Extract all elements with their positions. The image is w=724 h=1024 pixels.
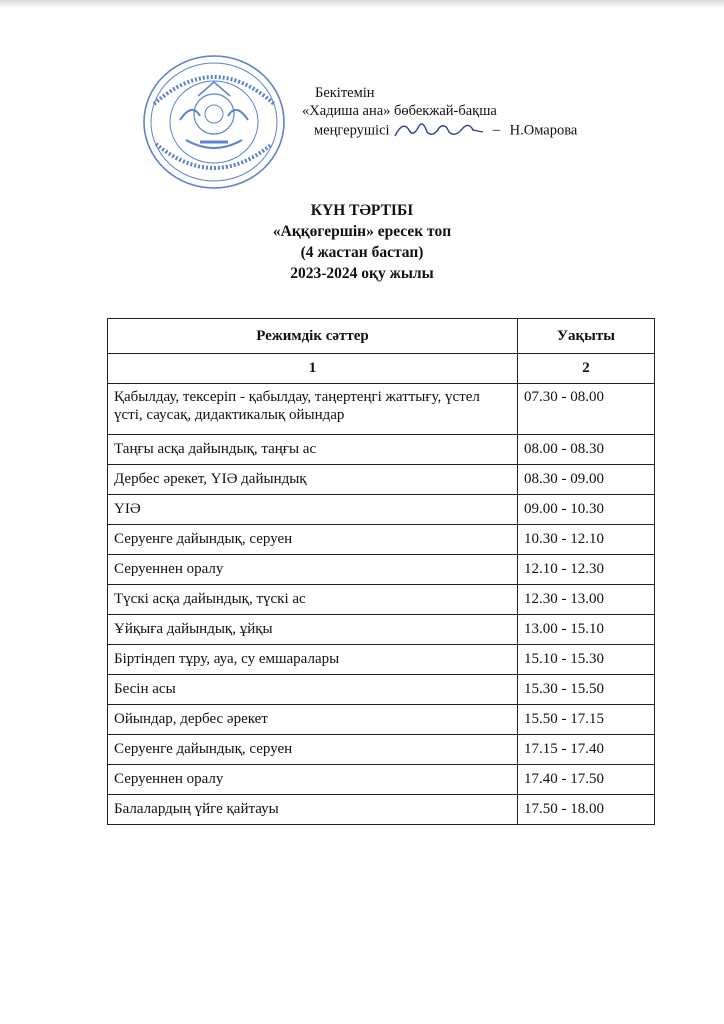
activity-cell: Серуеннен оралу <box>108 765 518 795</box>
head-name: Н.Омарова <box>509 122 578 139</box>
activity-cell: Балалардың үйге қайтауы <box>108 795 518 825</box>
table-row <box>108 675 655 705</box>
approval-block <box>300 84 577 142</box>
head-label: меңгерушісі <box>314 122 390 139</box>
activity-cell: Қабылдау, тексеріп - қабылдау, таңертеңгі жаттығу, үстел үсті, саусақ, дидактикалық ойындар <box>108 384 518 435</box>
age-note: (4 жастан бастап) <box>300 244 424 261</box>
activity-cell: Дербес әрекет, ҮІӘ дайындық <box>108 465 518 495</box>
handwritten-signature <box>393 118 485 140</box>
table-row <box>108 555 655 585</box>
table-row <box>108 585 655 615</box>
table-header-row <box>108 319 655 354</box>
table-row <box>108 795 655 825</box>
time-cell: 10.30 - 12.10 <box>518 525 655 555</box>
table-row <box>108 705 655 735</box>
time-cell: 08.30 - 09.00 <box>518 465 655 495</box>
schedule-table <box>107 318 655 825</box>
activity-cell: Ойындар, дербес әрекет <box>108 705 518 735</box>
table-row <box>108 465 655 495</box>
time-cell: 12.30 - 13.00 <box>518 585 655 615</box>
time-cell: 17.15 - 17.40 <box>518 735 655 765</box>
column-number: 2 <box>518 354 655 384</box>
time-cell: 08.00 - 08.30 <box>518 435 655 465</box>
signature-dash: – <box>492 122 501 139</box>
page-title: КҮН ТӘРТІБІ <box>310 202 414 219</box>
column-header-activity: Режимдік сәттер <box>108 319 518 354</box>
group-name: «Аққөгершін» ересек топ <box>272 223 452 240</box>
column-number: 1 <box>108 354 518 384</box>
activity-cell: Серуенге дайындық, серуен <box>108 735 518 765</box>
column-header-time: Уақыты <box>518 319 655 354</box>
column-number-row <box>108 354 655 384</box>
activity-cell: ҮІӘ <box>108 495 518 525</box>
table-row <box>108 495 655 525</box>
time-cell: 12.10 - 12.30 <box>518 555 655 585</box>
activity-cell: Таңғы асқа дайындық, таңғы ас <box>108 435 518 465</box>
activity-cell: Серуенге дайындық, серуен <box>108 525 518 555</box>
activity-cell: Біртіндеп тұру, ауа, су емшаралары <box>108 645 518 675</box>
table-row <box>108 435 655 465</box>
table-row <box>108 615 655 645</box>
time-cell: 09.00 - 10.30 <box>518 495 655 525</box>
time-cell: 07.30 - 08.00 <box>518 384 655 435</box>
approve-label: Бекітемін <box>315 85 375 101</box>
table-row <box>108 645 655 675</box>
activity-cell: Серуеннен оралу <box>108 555 518 585</box>
table-row <box>108 765 655 795</box>
document-header <box>0 200 724 284</box>
table-row <box>108 525 655 555</box>
head-signature-line <box>300 120 577 142</box>
activity-cell: Бесін асы <box>108 675 518 705</box>
organization-name: «Хадиша ана» бөбекжай-бақша <box>302 103 497 119</box>
activity-cell: Түскі асқа дайындық, түскі ас <box>108 585 518 615</box>
table-row <box>108 735 655 765</box>
time-cell: 13.00 - 15.10 <box>518 615 655 645</box>
academic-year: 2023-2024 оқу жылы <box>290 265 434 282</box>
time-cell: 17.40 - 17.50 <box>518 765 655 795</box>
time-cell: 15.10 - 15.30 <box>518 645 655 675</box>
activity-cell: Ұйқыға дайындық, ұйқы <box>108 615 518 645</box>
time-cell: 15.30 - 15.50 <box>518 675 655 705</box>
time-cell: 17.50 - 18.00 <box>518 795 655 825</box>
time-cell: 15.50 - 17.15 <box>518 705 655 735</box>
scan-edge <box>0 0 724 8</box>
table-row <box>108 384 655 435</box>
official-seal <box>140 52 288 192</box>
